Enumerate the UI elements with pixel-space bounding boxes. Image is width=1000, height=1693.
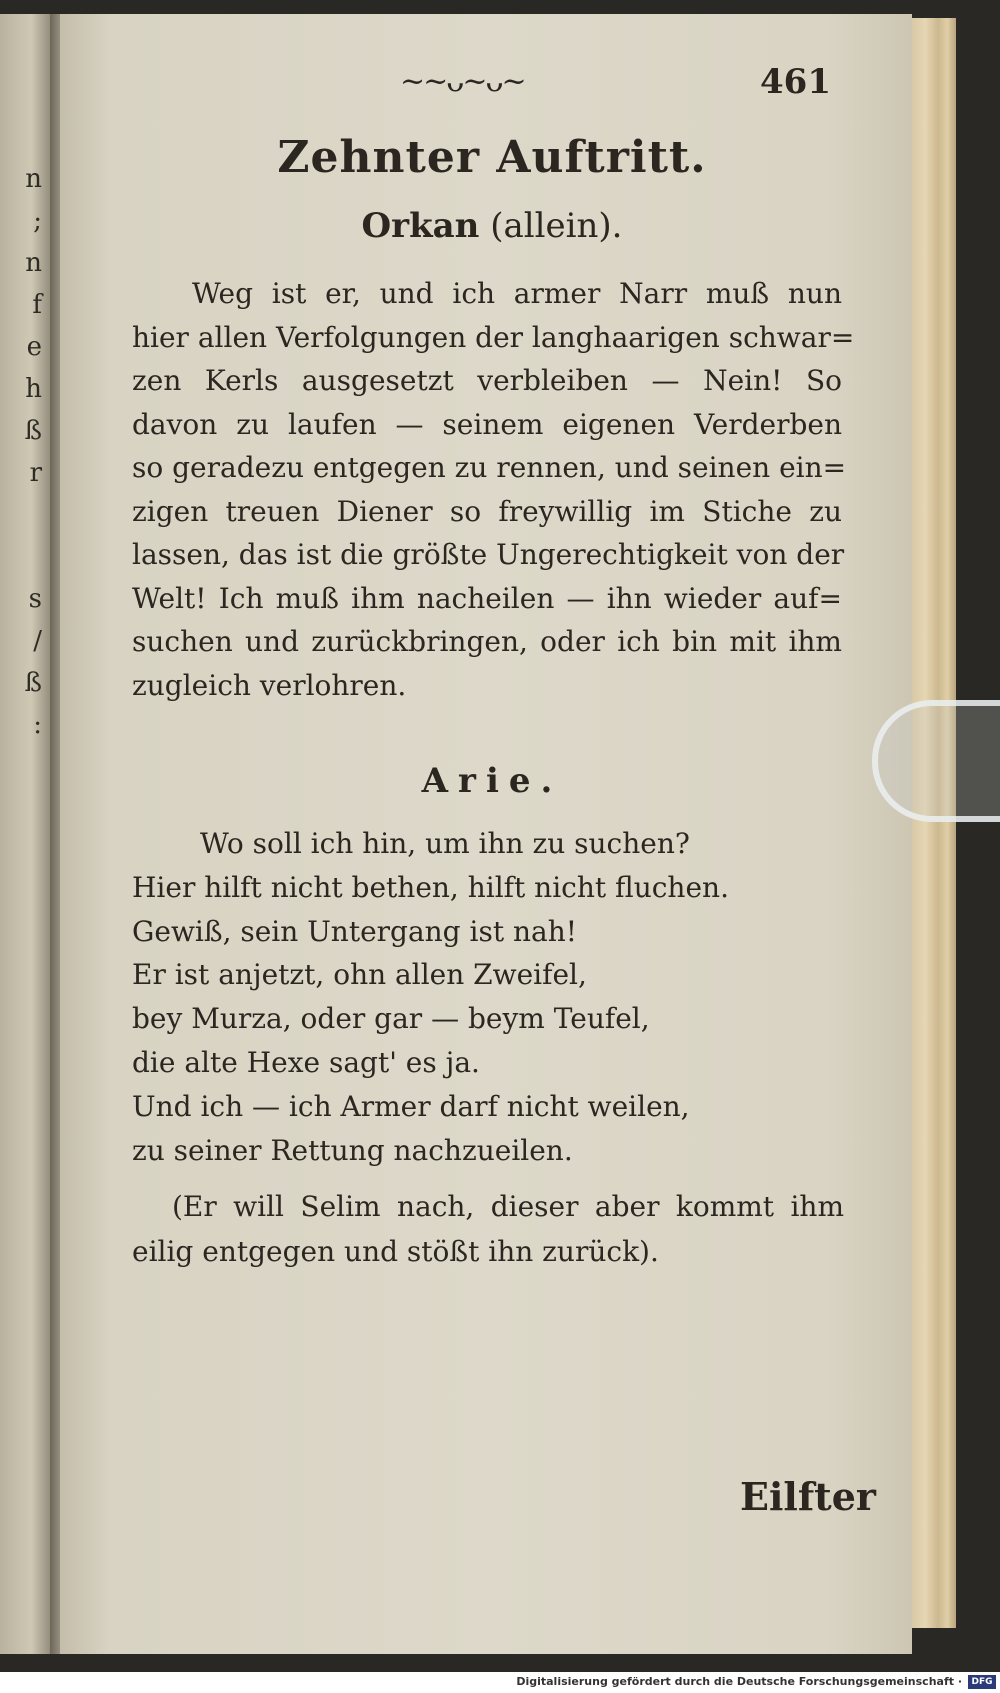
left-fragment: / [33,626,42,656]
footer-bar [0,1672,1000,1693]
prose-line: davon zu laufen — seinem eigenen Verderben [132,407,842,441]
prose-line: hier allen Verfolgungen der langhaarigen schwar= [132,320,855,354]
left-fragment: n [25,164,42,194]
verse-line: Wo soll ich hin, um ihn zu suchen? [200,827,690,860]
footer-credit: Digitalisierung gefördert durch die Deutsche Forschungsgemeinschaft · [516,1675,962,1688]
book-page [60,14,912,1654]
verse-line: Er ist anjetzt, ohn allen Zweifel, [132,958,587,992]
left-fragment: h [25,374,42,404]
prose-line: lassen, das ist die größte Ungerechtigkeit von der [132,538,845,571]
stage-line: eilig entgegen und stößt ihn zurück). [132,1235,659,1268]
speaker-line [132,206,852,246]
verse-line: Und ich — ich Armer darf nicht weilen, [132,1089,690,1123]
left-fragment: ß [24,416,42,446]
page-number: 461 [760,62,831,102]
verse-line: Hier hilft nicht bethen, hilft nicht fluchen. [132,870,729,904]
prose-line: zen Kerls ausgesetzt verbleiben — Nein! So [132,364,842,397]
left-fragment: ß [24,668,42,698]
catchword: Eilfter [740,1474,876,1519]
left-fragment: f [32,290,42,320]
left-fragment: s [28,584,42,614]
prose-paragraph [132,272,855,707]
speaker-name: Orkan [361,206,480,246]
prose-line: zigen treuen Diener so freywillig im Stiche zu [132,494,842,528]
ornament: ~~ᴗ~ᴗ~ [400,64,525,99]
verse-line: Gewiß, sein Untergang ist nah! [132,914,577,948]
verse-block [132,822,729,1172]
left-fragment: r [29,458,42,488]
dfg-logo-icon: DFG [968,1675,996,1689]
verse-line: zu seiner Rettung nachzueilen. [132,1133,573,1167]
prose-line: Weg ist er, und ich armer Narr muß nun [192,277,842,310]
left-fragment: e [26,332,42,362]
prose-line: Welt! Ich muß ihm nacheilen — ihn wieder auf= [132,581,842,615]
page-clip [872,700,1000,822]
page-edges [912,18,956,1628]
aria-title: Arie. [421,761,563,801]
left-fragment: ; [33,206,42,236]
left-fragment: n [25,248,42,278]
left-page-edge [0,14,52,1654]
stage-line: (Er will Selim nach, dieser aber kommt ihm [172,1190,844,1223]
scene-heading: Zehnter Auftritt. [277,132,707,183]
left-fragment: : [33,710,42,740]
verse-line: die alte Hexe sagt' es ja. [132,1045,480,1079]
prose-line: so geradezu entgegen zu rennen, und seinen ein= [132,451,847,484]
verse-line: bey Murza, oder gar — beym Teufel, [132,1002,650,1036]
prose-line: zugleich verlohren. [132,668,407,702]
speaker-note: (allein). [490,206,623,246]
stage-direction [132,1184,844,1274]
prose-line: suchen und zurückbringen, oder ich bin mit ihm [132,625,842,658]
